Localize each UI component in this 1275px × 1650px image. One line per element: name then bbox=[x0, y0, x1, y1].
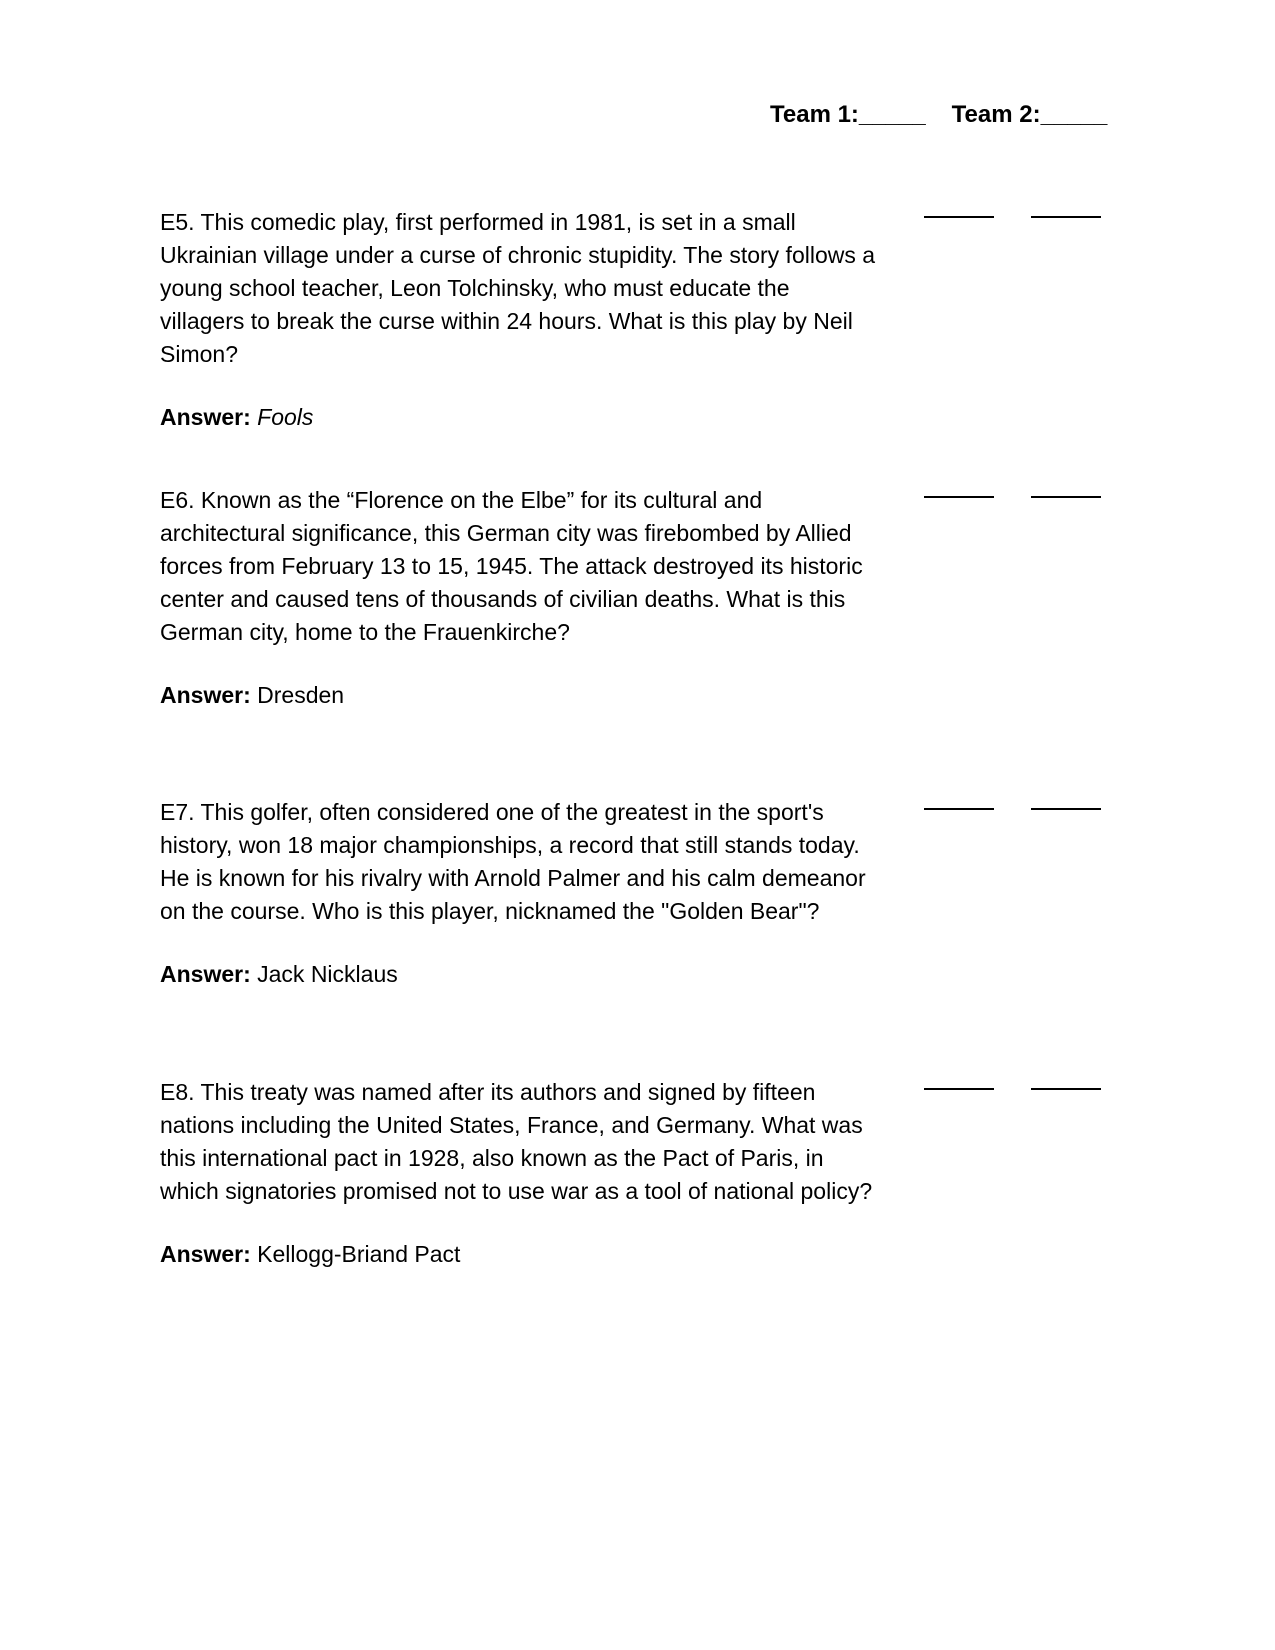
score-lines bbox=[924, 216, 1104, 230]
answer-line bbox=[160, 401, 880, 434]
team-2-score-label: Team 2:_____ bbox=[951, 101, 1108, 128]
team-1-score-line[interactable] bbox=[924, 1088, 994, 1090]
score-lines bbox=[924, 1088, 1104, 1102]
team-1-score-line[interactable] bbox=[924, 808, 994, 810]
answer-value: Dresden bbox=[257, 682, 345, 708]
team-1-score-line[interactable] bbox=[924, 496, 994, 498]
answer-label: Answer: bbox=[160, 682, 251, 708]
team-1-score-label: Team 1:_____ bbox=[770, 101, 926, 128]
question-block bbox=[160, 206, 880, 434]
question-text: E7. This golfer, often considered one of the greatest in the sport's history, won 18 major championships, a record that still stands today. He is known for his rivalry with Arnold Palmer and his calm demeanor on the course. Who is this player, nicknamed the "Golden Bear"? bbox=[160, 799, 866, 924]
team-2-score-line[interactable] bbox=[1031, 496, 1101, 498]
question-block bbox=[160, 484, 880, 712]
answer-label: Answer: bbox=[160, 961, 251, 987]
answer-label: Answer: bbox=[160, 1241, 251, 1267]
answer-value: Fools bbox=[257, 404, 314, 430]
question-text: E6. Known as the “Florence on the Elbe” for its cultural and architectural significance, this German city was firebombed by Allied forces from February 13 to 15, 1945. The attack destroyed its historic center and caused tens of thousands of civilian deaths. What is this German city, home to the Frauenkirche? bbox=[160, 487, 863, 645]
answer-line bbox=[160, 958, 880, 991]
question-text: E8. This treaty was named after its authors and signed by fifteen nations including the United States, France, and Germany. What was this international pact in 1928, also known as the Pact of Paris, in which signatories promised not to use war as a tool of national policy? bbox=[160, 1079, 873, 1204]
question-text: E5. This comedic play, first performed in 1981, is set in a small Ukrainian village under a curse of chronic stupidity. The story follows a young school teacher, Leon Tolchinsky, who must educate the villagers to break the curse within 24 hours. What is this play by Neil Simon? bbox=[160, 209, 876, 367]
answer-label: Answer: bbox=[160, 404, 251, 430]
answer-value: Jack Nicklaus bbox=[257, 961, 398, 987]
team-1-score-line[interactable] bbox=[924, 216, 994, 218]
score-lines bbox=[924, 496, 1104, 510]
question-block bbox=[160, 1076, 880, 1271]
answer-line bbox=[160, 1238, 880, 1271]
answer-line bbox=[160, 679, 880, 712]
team-2-score-line[interactable] bbox=[1031, 216, 1101, 218]
score-lines bbox=[924, 808, 1104, 822]
team-2-score-line[interactable] bbox=[1031, 1088, 1101, 1090]
answer-value: Kellogg-Briand Pact bbox=[257, 1241, 461, 1267]
question-block bbox=[160, 796, 880, 991]
team-2-score-line[interactable] bbox=[1031, 808, 1101, 810]
score-header bbox=[770, 100, 1107, 130]
